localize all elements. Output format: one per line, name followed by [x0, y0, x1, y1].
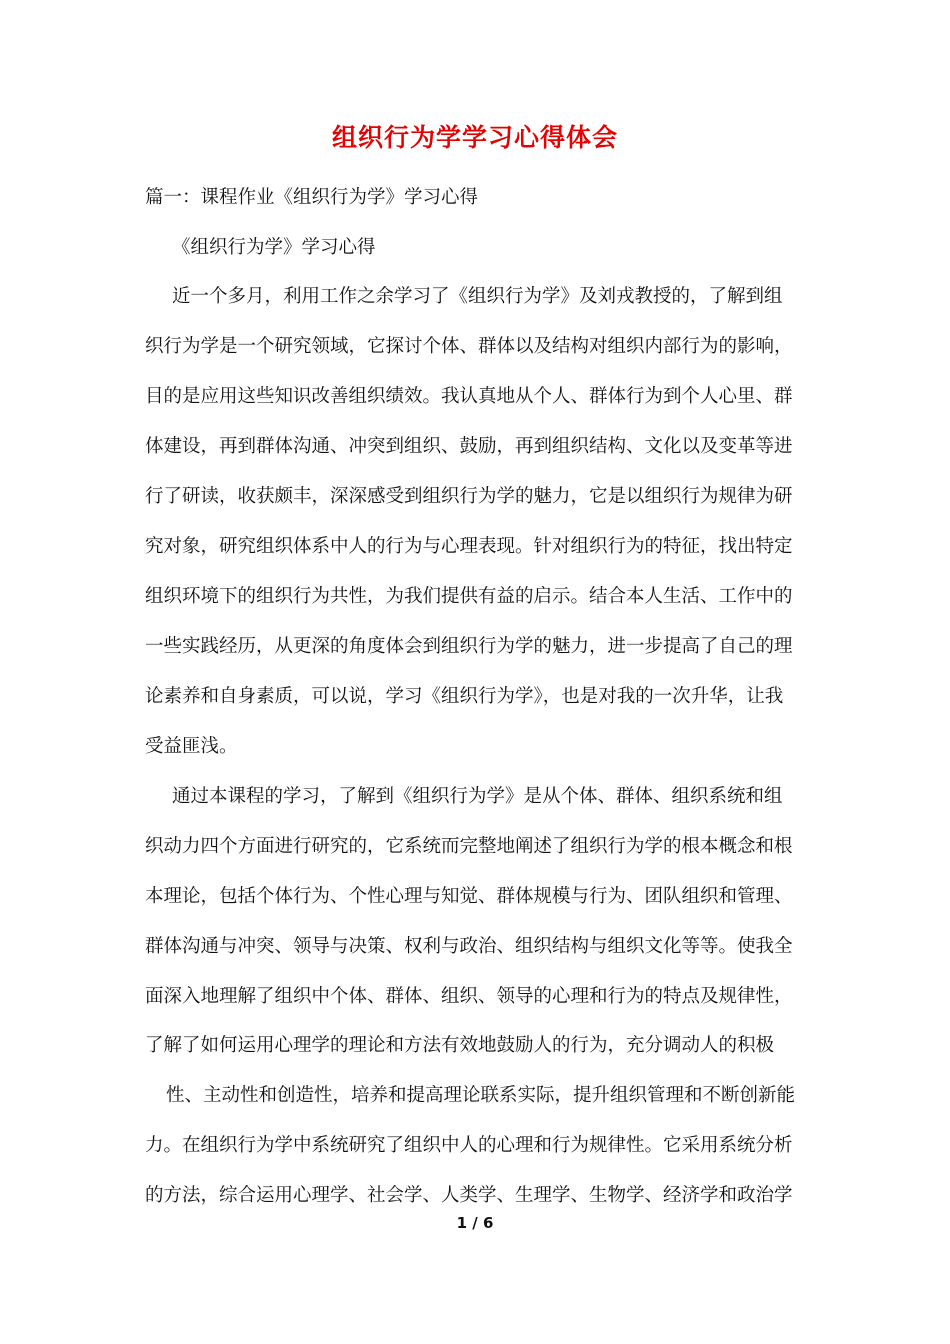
paragraph-line: 体建设，再到群体沟通、冲突到组织、鼓励，再到组织结构、文化以及变革等进	[145, 436, 793, 457]
paragraph-line: 一些实践经历，从更深的角度体会到组织行为学的魅力，进一步提高了自己的理	[145, 636, 793, 657]
sub-heading: 《组织行为学》学习心得	[172, 237, 376, 258]
paragraph-line: 目的是应用这些知识改善组织绩效。我认真地从个人、群体行为到个人心里、群	[145, 386, 793, 407]
paragraph-line: 织行为学是一个研究领域，它探讨个体、群体以及结构对组织内部行为的影响，	[145, 336, 793, 357]
paragraph-line: 论素养和自身素质，可以说，学习《组织行为学》，也是对我的一次升华，让我	[145, 686, 784, 707]
paragraph-line: 本理论，包括个体行为、个性心理与知觉、群体规模与行为、团队组织和管理、	[145, 886, 793, 907]
paragraph-line: 的方法，综合运用心理学、社会学、人类学、生理学、生物学、经济学和政治学	[145, 1185, 793, 1206]
paragraph-line: 通过本课程的学习，了解到《组织行为学》是从个体、群体、组织系统和组	[172, 786, 783, 807]
paragraph-line: 织动力四个方面进行研究的，它系统而完整地阐述了组织行为学的根本概念和根	[145, 836, 793, 857]
section-heading: 篇一：课程作业《组织行为学》学习心得	[145, 187, 479, 208]
paragraph-line: 行了研读，收获颇丰，深深感受到组织行为学的魅力，它是以组织行为规律为研	[145, 486, 793, 507]
paragraph-line: 近一个多月，利用工作之余学习了《组织行为学》及刘戎教授的，了解到组	[172, 286, 783, 307]
document-title: 组织行为学学习心得体会	[331, 123, 618, 152]
paragraph-line: 力。在组织行为学中系统研究了组织中人的心理和行为规律性。它采用系统分析	[145, 1135, 793, 1156]
paragraph-line: 性、主动性和创造性，培养和提高理论联系实际，提升组织管理和不断创新能	[166, 1085, 796, 1106]
paragraph-line: 了解了如何运用心理学的理论和方法有效地鼓励人的行为，充分调动人的积极	[145, 1035, 775, 1056]
paragraph-line: 受益匪浅。	[145, 736, 238, 757]
paragraph-line: 组织环境下的组织行为共性，为我们提供有益的启示。结合本人生活、工作中的	[145, 586, 793, 607]
page-number: 1 / 6	[456, 1214, 494, 1232]
paragraph-line: 面深入地理解了组织中个体、群体、组织、领导的心理和行为的特点及规律性，	[145, 986, 793, 1007]
paragraph-line: 究对象，研究组织体系中人的行为与心理表现。针对组织行为的特征，找出特定	[145, 536, 793, 557]
paragraph-line: 群体沟通与冲突、领导与决策、权利与政治、组织结构与组织文化等等。使我全	[145, 936, 793, 957]
